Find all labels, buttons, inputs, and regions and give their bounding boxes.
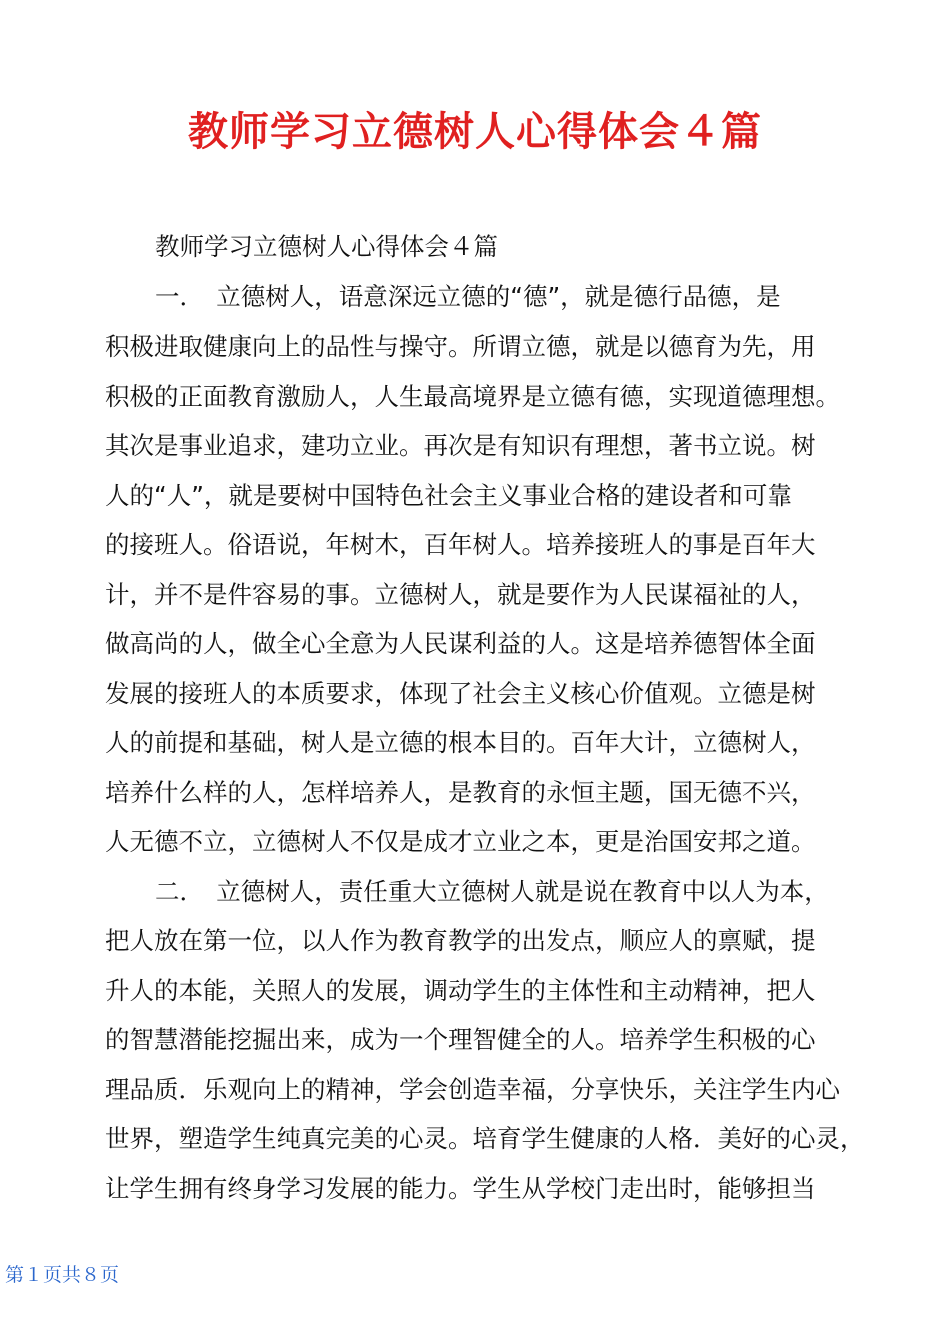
body-line: 把人放在第一位，以人作为教育教学的出发点，顺应人的禀赋，提 — [105, 926, 816, 955]
body-line: 培养什么样的人，怎样培养人，是教育的永恒主题，国无德不兴， — [105, 778, 816, 807]
body-line: 积极的正面教育激励人，人生最高境界是立德有德，实现道德理想。 — [105, 382, 840, 411]
body-line: 升人的本能，关照人的发展，调动学生的主体性和主动精神，把人 — [105, 976, 816, 1005]
body-line: 世界，塑造学生纯真完美的心灵。培育学生健康的人格．美好的心灵， — [105, 1124, 865, 1153]
body-line: 积极进取健康向上的品性与操守。所谓立德，就是以德育为先，用 — [105, 332, 816, 361]
body-line: 的接班人。俗语说，年树木，百年树人。培养接班人的事是百年大 — [105, 530, 816, 559]
body-line-subtitle: 教师学习立德树人心得体会４篇 — [155, 232, 498, 261]
body-line: 其次是事业追求，建功立业。再次是有知识有理想，著书立说。树 — [105, 431, 816, 460]
body-line-section-one: 一． 立德树人，语意深远立德的“德”，就是德行品德，是 — [155, 282, 781, 311]
body-line: 计，并不是件容易的事。立德树人，就是要作为人民谋福祉的人， — [105, 580, 816, 609]
body-line: 人的“人”，就是要树中国特色社会主义事业合格的建设者和可靠 — [105, 481, 792, 510]
document-title: 教师学习立德树人心得体会４篇 — [188, 108, 762, 155]
body-line: 让学生拥有终身学习发展的能力。学生从学校门走出时，能够担当 — [105, 1174, 816, 1203]
body-line: 人的前提和基础，树人是立德的根本目的。百年大计，立德树人， — [105, 728, 816, 757]
body-line: 人无德不立，立德树人不仅是成才立业之本，更是治国安邦之道。 — [105, 827, 816, 856]
body-line-section-two: 二． 立德树人，责任重大立德树人就是说在教育中以人为本， — [155, 877, 829, 906]
body-line: 理品质．乐观向上的精神，学会创造幸福，分享快乐，关注学生内心 — [105, 1075, 840, 1104]
document-body — [105, 222, 865, 1222]
page-number: 第１页共８页 — [5, 1265, 120, 1286]
body-line: 做高尚的人，做全心全意为人民谋利益的人。这是培养德智体全面 — [105, 629, 816, 658]
body-line: 发展的接班人的本质要求，体现了社会主义核心价值观。立德是树 — [105, 679, 816, 708]
body-line: 的智慧潜能挖掘出来，成为一个理智健全的人。培养学生积极的心 — [105, 1025, 816, 1054]
